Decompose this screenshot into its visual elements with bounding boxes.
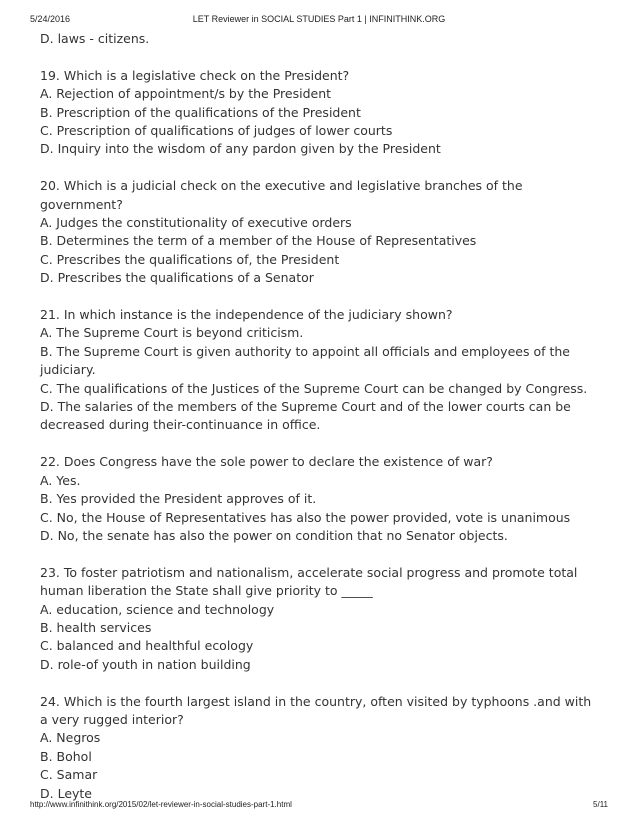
answer-option: D. Inquiry into the wisdom of any pardon given by the President [40,141,441,157]
question-block [40,306,600,435]
answer-option: A. Negros [40,730,101,746]
answer-option: B. The Supreme Court is given authority to appoint all officials and employees of the judiciary. [40,343,570,378]
answer-option: B. Prescription of the qualifications of the President [40,104,361,120]
answer-option: C. balanced and healthful ecology [40,638,254,654]
answer-option: A. The Supreme Court is beyond criticism. [40,325,304,341]
answer-option: D. The salaries of the members of the Supreme Court and of the lower courts can be decreased during their-continuance in office. [40,399,571,433]
question-text: 24. Which is the fourth largest island in the country, often visited by typhoons .and with a very rugged interior? [40,693,592,727]
answer-option: B. Determines the term of a member of the House of Representatives [40,233,477,249]
answer-option: C. The qualifications of the Justices of the Supreme Court can be changed by Congress. [40,380,588,396]
answer-option: A. Judges the constitutionality of executive orders [40,215,352,231]
document-body [40,30,600,803]
footer-page-number: 5/11 [593,800,608,809]
answer-option: C. Prescribes the qualifications of, the President [40,251,340,267]
answer-option: A. education, science and technology [40,601,275,617]
question-text: 23. To foster patriotism and nationalism, accelerate social progress and promote total human liberation the State shall give priority to _____ [40,564,578,599]
answer-option: B. health services [40,619,152,635]
answer-option: A. Yes. [40,472,81,488]
answer-option: D. Prescribes the qualifications of a Senator [40,270,314,286]
answer-option: B. Yes provided the President approves of it. [40,491,317,507]
header-date: 5/24/2016 [30,14,71,24]
question-text: 20. Which is a judicial check on the executive and legislative branches of the government? [40,178,523,212]
answer-option: B. Bohol [40,748,92,764]
answer-option: C. No, the House of Representatives has also the power provided, vote is unanimous [40,509,571,525]
question-block [40,177,600,287]
answer-option: A. Rejection of appointment/s by the President [40,86,332,102]
question-block [40,453,600,545]
answer-option: C. Samar [40,767,98,783]
question-block [40,693,600,803]
question-text: 19. Which is a legislative check on the President? [40,67,350,83]
question-block [40,67,600,159]
previous-answer-option: D. laws - citizens. [40,31,150,46]
question-block [40,564,600,674]
footer-url: http://www.infinithink.org/2015/02/let-reviewer-in-social-studies-part-1.html [30,800,292,809]
answer-option: C. Prescription of qualifications of judges of lower courts [40,123,393,139]
answer-option: D. role-of youth in nation building [40,656,251,672]
question-text: 21. In which instance is the independence of the judiciary shown? [40,307,453,323]
header-title: LET Reviewer in SOCIAL STUDIES Part 1 | INFINITHINK.ORG [192,14,446,24]
answer-option: D. No, the senate has also the power on condition that no Senator objects. [40,527,508,543]
question-text: 22. Does Congress have the sole power to declare the existence of war? [40,454,493,470]
answer-option: D. Leyte [40,785,92,801]
